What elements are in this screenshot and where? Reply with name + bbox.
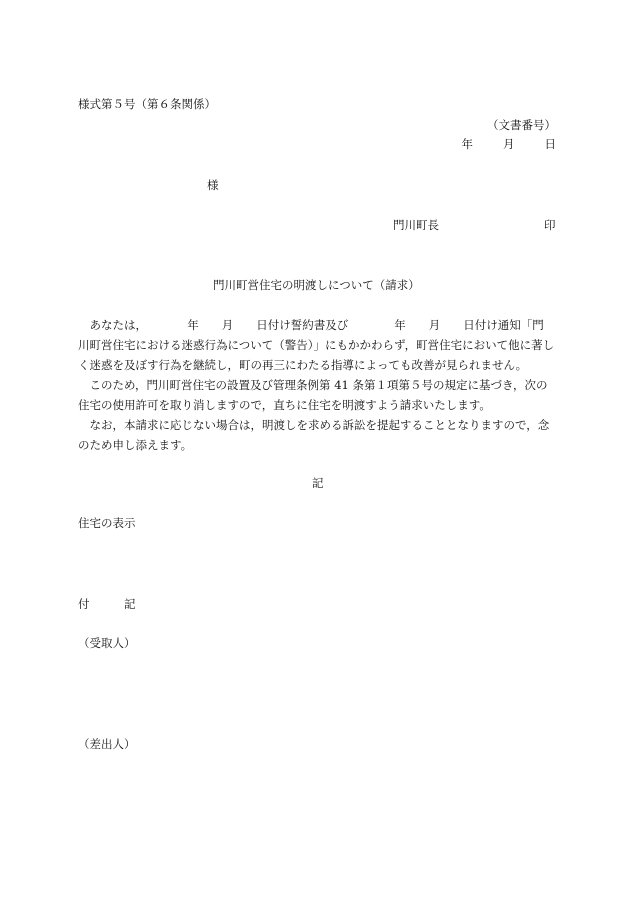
sender-label: （差出人） [78,737,136,751]
date-line [462,138,557,152]
document-number: （文書番号） [487,118,556,132]
ki-heading: 記 [312,476,324,490]
paragraph-3-line-1: なお，本請求に応じない場合は，明渡しを求める訴訟を提起することとなりますので，念 [89,418,550,432]
fuki-heading: 付 記 [78,597,136,611]
body-text [78,315,560,455]
housing-label: 住宅の表示 [78,516,136,530]
date-month: 月 [503,137,515,151]
document-subject: 門川町営住宅の明渡しについて（請求） [213,278,420,292]
addressee-honorific: 様 [207,178,219,192]
paragraph-1-line-1: あなたは， 年 月 日付け誓約書及び 年 月 日付け通知「門 [89,318,544,332]
sender-title: 門川町長 [393,218,439,232]
paragraph-3 [78,415,560,455]
form-label: 様式第５号（第６条関係） [78,97,216,111]
date-day: 日 [544,137,556,151]
paragraph-3-line-2: のため申し添えます。 [78,438,193,452]
paragraph-1 [78,315,560,375]
paragraph-2-line-1: このため，門川町営住宅の設置及び管理条例第 41 条第１項第５号の規定に基づき，次の [89,378,548,392]
paragraph-2 [78,375,560,415]
paragraph-1-line-3: く迷惑を及ぼす行為を継続し，町の再三にわたる指導によっても改善が見られません。 [78,358,528,372]
paragraph-1-line-2: 川町営住宅における迷惑行為について（警告）」にもかかわらず，町営住宅において他に著し [78,338,555,352]
seal-mark: 印 [544,218,556,232]
date-year: 年 [461,137,473,151]
recipient-label: （受取人） [78,636,136,650]
paragraph-2-line-2: 住宅の使用許可を取り消しますので，直ちに住宅を明渡すよう請求いたします。 [78,398,491,412]
